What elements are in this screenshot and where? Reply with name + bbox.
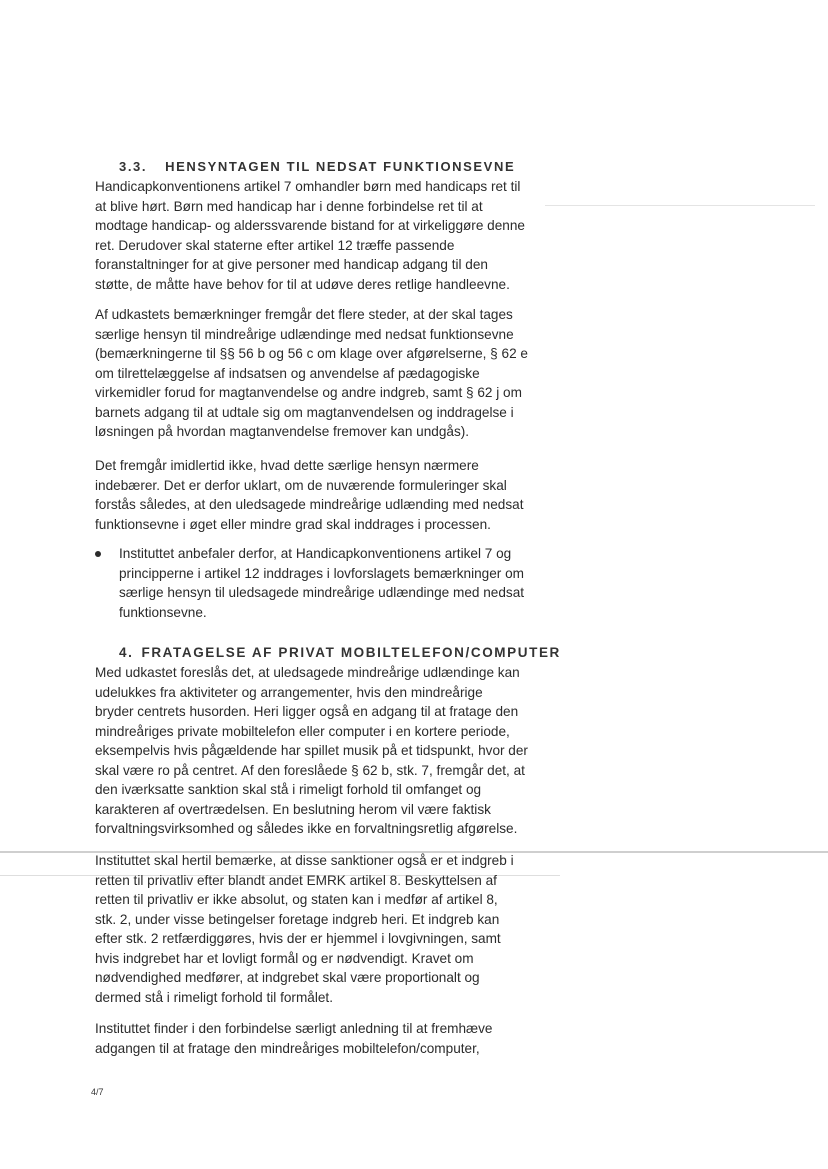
section-number: 3.3. (119, 159, 148, 174)
section-3-3-heading (119, 159, 515, 174)
text-line: stk. 2, under visse betingelser foretage indgreb heri. Et indgreb kan (95, 911, 500, 927)
paragraph-handicap-convention (95, 177, 570, 294)
text-line: karakteren af overtrædelsen. En beslutning herom vil være faktisk (95, 801, 491, 817)
text-line: funktionsevne. (119, 604, 207, 620)
text-line: modtage handicap- og alderssvarende bistand for at virkeliggøre denne (95, 218, 525, 233)
text-line: forvaltningsvirksomhed og således ikke en forvaltningsretlig afgørelse. (95, 821, 518, 836)
bullet-icon (95, 551, 101, 557)
paragraph-emphasis (95, 1019, 570, 1058)
text-line: hvis indgrebet har et lovligt formål og er nødvendigt. Kravet om (95, 950, 474, 966)
text-line: Med udkastet foreslås det, at uledsagede mindreårige udlændinge kan (95, 665, 520, 680)
text-line: Instituttet finder i den forbindelse særligt anledning til at fremhæve (95, 1021, 493, 1036)
text-line: Instituttet skal hertil bemærke, at disse sanktioner også er et indgreb i (95, 853, 514, 868)
text-line: Instituttet anbefaler derfor, at Handicapkonventionens artikel 7 og (119, 546, 512, 561)
text-line: Af udkastets bemærkninger fremgår det flere steder, at der skal tages (95, 307, 513, 322)
text-line: efter stk. 2 retfærdiggøres, hvis der er hjemmel i lovgivningen, samt (95, 931, 501, 946)
scan-artifact (545, 205, 815, 206)
text-line: skal være ro på centret. Af den foreslåede § 62 b, stk. 7, fremgår det, at (95, 762, 525, 778)
section-title: HENSYNTAGEN TIL NEDSAT FUNKTIONSEVNE (165, 159, 516, 174)
text-line: nødvendighed medfører, at indgrebet skal være proportionalt og (95, 970, 480, 985)
paragraph-special-considerations (95, 305, 570, 442)
text-line: særlige hensyn til uledsagede mindreårige udlændinge med nedsat (119, 585, 525, 600)
section-title: FRATAGELSE AF PRIVAT MOBILTELEFON/COMPUTER (141, 645, 561, 660)
text-line: ret. Derudover skal staterne efter artikel 12 træffe passende (95, 237, 455, 253)
paragraph-draft-proposal (95, 663, 570, 839)
paragraph-unclear-meaning (95, 456, 570, 534)
text-line: retten til privatliv efter blandt andet EMRK artikel 8. Beskyttelsen af (95, 872, 497, 888)
text-line: dermed stå i rimeligt forhold til formålet. (95, 989, 333, 1005)
section-number: 4. (119, 645, 134, 660)
text-line: funktionsevne i øget eller mindre grad skal inddrages i processen. (95, 516, 491, 532)
page-number: 4/7 (91, 1087, 104, 1097)
text-line: om tilrettelæggelse af indsatsen og anvendelse af pædagogiske (95, 365, 480, 381)
text-line: Det fremgår imidlertid ikke, hvad dette særlige hensyn nærmere (95, 458, 479, 473)
section-4-heading (119, 645, 561, 660)
text-line: bryder centrets husorden. Heri ligger også en adgang til at fratage den (95, 704, 519, 719)
text-line: adgangen til at fratage den mindreåriges mobiltelefon/computer, (95, 1040, 480, 1056)
text-line: foranstaltninger for at give personer med handicap adgang til den (95, 257, 488, 272)
text-line: særlige hensyn til mindreårige udlændinge med nedsat funktionsevne (95, 326, 514, 342)
text-line: mindreåriges private mobiltelefon eller computer i en kortere periode, (95, 723, 510, 739)
text-line: Handicapkonventionens artikel 7 omhandler børn med handicaps ret til (95, 179, 521, 194)
bullet-text (119, 544, 524, 622)
paragraph-privacy-right (95, 851, 570, 1007)
text-line: virkemidler forud for magtanvendelse og andre indgreb, samt § 62 j om (95, 385, 522, 400)
text-line: udelukkes fra aktiviteter og arrangementer, hvis den mindreårige (95, 684, 483, 700)
text-line: løsningen på hvordan magtanvendelse fremover kan undgås). (95, 424, 470, 439)
text-line: indebærer. Det er derfor uklart, om de nuværende formuleringer skal (95, 477, 507, 493)
text-line: (bemærkningerne til §§ 56 b og 56 c om klage over afgørelserne, § 62 e (95, 346, 528, 361)
text-line: retten til privatliv er ikke absolut, og staten kan i medfør af artikel 8, (95, 892, 498, 907)
text-line: den iværksatte sanktion skal stå i rimeligt forhold til omfanget og (95, 782, 482, 797)
text-line: barnets adgang til at udtale sig om magtanvendelsen og inddragelse i (95, 404, 514, 420)
text-line: støtte, de måtte have behov for til at udøve deres retlige handleevne. (95, 276, 510, 292)
text-line: principperne i artikel 12 inddrages i lovforslagets bemærkninger om (119, 565, 524, 581)
text-line: forstås således, at den uledsagede mindreårige udlænding med nedsat (95, 497, 524, 512)
text-line: eksempelvis hvis pågældende har spillet musik på et tidspunkt, hvor der (95, 743, 528, 758)
text-line: at blive hørt. Børn med handicap har i denne forbindelse ret til at (95, 198, 483, 214)
